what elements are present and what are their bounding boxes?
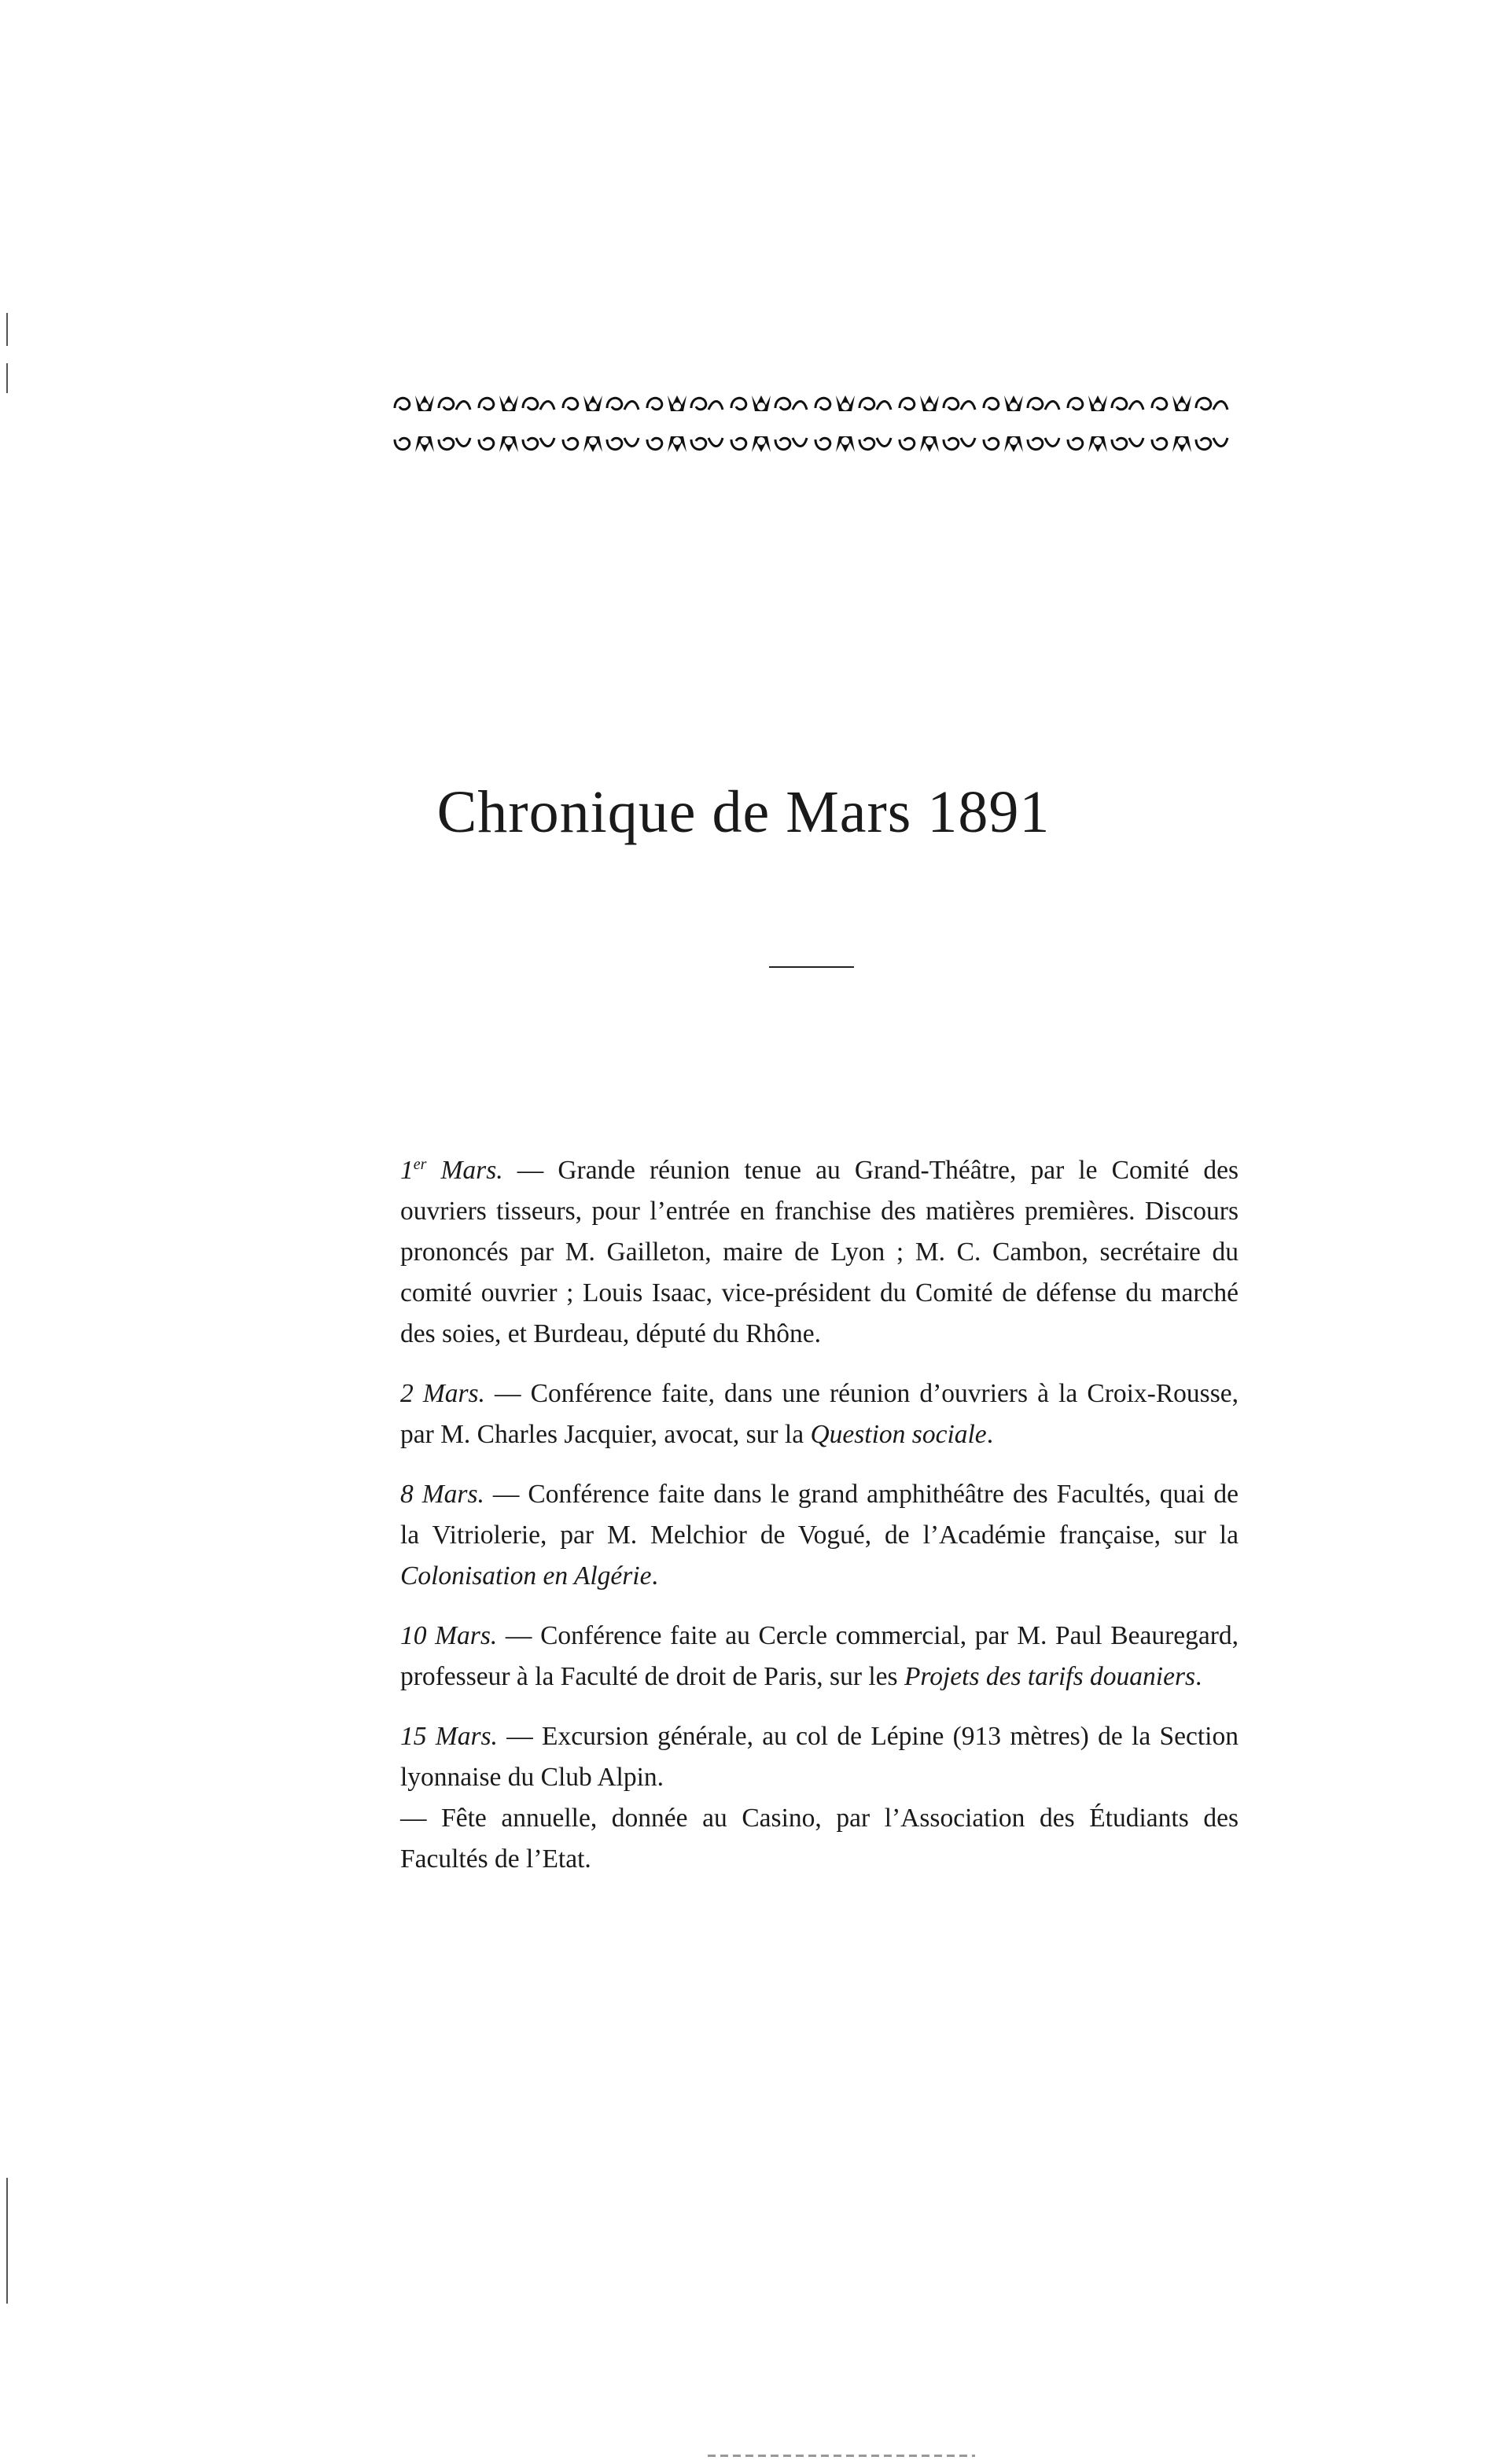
entry-mars-15 <box>400 1716 1239 1798</box>
entry-mars-1 <box>400 1144 1239 1355</box>
entry-date: 2 Mars. <box>400 1379 485 1409</box>
entry-subject: Projets des tarifs douaniers <box>904 1662 1196 1692</box>
entry-text: — Conférence faite dans le grand amphithéâtre des Facultés, quai de la Vitriolerie, par M. Melchior de Vogué, de l’Académie française, sur la <box>400 1480 1239 1550</box>
chronicle-body <box>400 1144 1239 1899</box>
entry-mars-15-continued <box>400 1798 1239 1880</box>
entry-text: — Grande réunion tenue au Grand-Théâtre, par le Comité des ouvriers tisseurs, pour l’entrée en franchise des matières premières. Discours prononcés par M. Gailleton, maire de Lyon ; M. C. Cambon, secrétaire du comité ouvrier ; Louis Isaac, vice-président du Comité de défense du marché des soies, et Burdeau, député du Rhône. <box>400 1156 1239 1349</box>
entry-subject: Question sociale <box>810 1420 987 1450</box>
entry-mars-2: 2 Mars. — Conférence faite, dans une réunion d’ouvriers à la Croix-Rousse, par M. Charles Jacquier, avocat, sur la Question sociale. <box>400 1379 1239 1450</box>
entry-text: — Excursion générale, au col de Lépine (913 mètres) de la Section lyonnaise du Club Alpin. <box>400 1722 1239 1793</box>
entry-mars-10: 10 Mars. — Conférence faite au Cercle commercial, par M. Paul Beauregard, professeur à la Faculté de droit de Paris, sur les Projets des tarifs douaniers. <box>400 1621 1239 1692</box>
page-title: Chronique de Mars 1891 <box>436 779 1051 845</box>
scan-edge-mark <box>6 2178 8 2304</box>
entry-text: — Conférence faite au Cercle commercial, par M. Paul Beauregard, professeur à la Faculté de droit de Paris, sur les <box>400 1621 1239 1692</box>
entry-date: 8 Mars. <box>400 1480 484 1510</box>
entry-date: 10 Mars. <box>400 1621 498 1651</box>
entry-subject: Colonisation en Algérie <box>400 1561 652 1591</box>
entry-date: 1er Mars. <box>400 1156 503 1186</box>
ornament-band <box>392 391 1235 457</box>
title-rule <box>769 966 854 968</box>
entry-mars-8: 8 Mars. — Conférence faite dans le grand amphithéâtre des Facultés, quai de la Vitriolerie, par M. Melchior de Vogué, de l’Académie française, sur la Colonisation en Algérie. <box>400 1480 1239 1591</box>
entry-date: 15 Mars. <box>400 1722 498 1752</box>
scan-bottom-mark <box>708 2455 975 2457</box>
scan-edge-mark <box>6 363 8 393</box>
entry-text: — Conférence faite, dans une réunion d’ouvriers à la Croix-Rousse, par M. Charles Jacquier, avocat, sur la <box>400 1379 1239 1450</box>
entry-text: — Fête annuelle, donnée au Casino, par l’Association des Étudiants des Facultés de l’Etat. <box>400 1804 1239 1874</box>
scan-edge-mark <box>6 313 8 346</box>
